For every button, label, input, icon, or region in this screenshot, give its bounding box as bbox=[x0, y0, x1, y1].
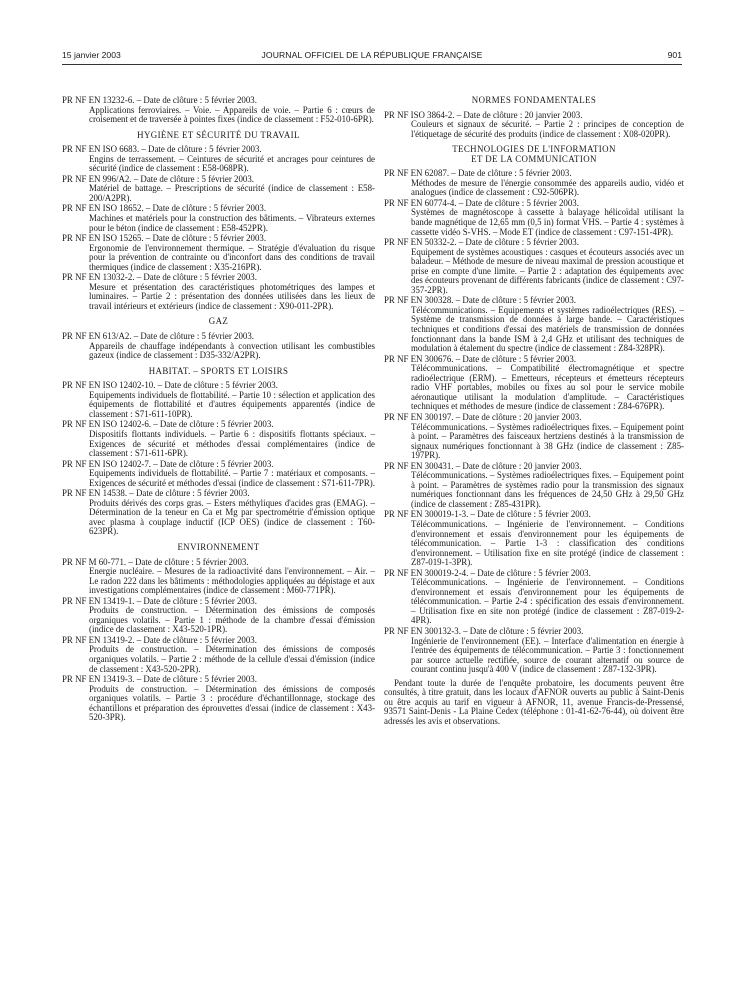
standard-reference: PR NF EN 300328. – Date de clôture : 5 février 2003. bbox=[384, 295, 577, 306]
standard-entry bbox=[62, 558, 375, 596]
standard-entry bbox=[384, 199, 684, 237]
standard-reference: PR NF EN 13232-6. – Date de clôture : 5 février 2003. bbox=[62, 95, 257, 105]
standard-entry bbox=[384, 627, 684, 675]
standard-reference: PR NF M 60-771. – Date de clôture : 5 février 2003. bbox=[62, 556, 249, 567]
left-column bbox=[62, 96, 375, 724]
standard-description: Produits de construction. – Détermination des émissions de composés organiques volatils. – Partie 1 : méthode de la chambre d'essai d'émission (indice de classement : X43-520-1PR). bbox=[89, 605, 375, 635]
standard-description: Dispositifs flottants individuels. – Partie 6 : dispositifs flottants spéciaux. – Exigences de sécurité et méthodes d'essai complémentaires (indice de classement : S71-611-6PR). bbox=[89, 428, 375, 459]
section-heading-technologies-de-l-information bbox=[384, 145, 684, 164]
standard-entry bbox=[384, 296, 684, 353]
section-heading-line: ET DE LA COMMUNICATION bbox=[471, 153, 597, 164]
standard-reference: PR NF EN 62087. – Date de clôture : 5 février 2003. bbox=[384, 168, 572, 179]
section-heading-normes-fondamentales bbox=[384, 96, 684, 106]
standard-entry bbox=[384, 355, 684, 412]
standard-description: Mesure et présentation des caractéristiques photométriques des lampes et luminaires. – Partie 2 : présentation des données utilisées dans les lieux de travail intérieurs et extérieurs (indice de classement : X90-011-2PR). bbox=[89, 281, 375, 311]
standard-description: Ingénierie de l'environnement (EE). – Interface d'alimentation en énergie à l'entrée des équipements de télécommunication. – Partie 3 : fonctionnement par source actuelle rectifiée, source de courant alternatif ou source de courant continu jusqu'à 400 V (indice de classement : Z87-132-3PR). bbox=[411, 635, 684, 675]
standard-entry bbox=[62, 234, 375, 272]
section-heading-line: HABITAT. – SPORTS ET LOISIRS bbox=[148, 365, 289, 376]
section-heading-habitat-sports-et-loisirs bbox=[62, 367, 375, 377]
standard-reference: PR NF EN ISO 12402-10. – Date de clôture : 5 février 2003. bbox=[62, 380, 278, 391]
standard-description: Télécommunications. – Systèmes radioélectriques fixes. – Equipement point à point. – Paramètres des faisceaux hertziens destinés à la transmission de signaux numériques fonctionnant à 38 GHz (indice de classement : Z85-197PR). bbox=[411, 421, 684, 461]
standard-reference: PR NF EN ISO 18652. – Date de clôture : 5 février 2003. bbox=[62, 203, 267, 214]
standard-description: Appareils de chauffage indépendants à convection utilisant les combustibles gazeux (indice de classement : D35-332/A2PR). bbox=[89, 340, 375, 361]
standard-reference: PR NF EN ISO 12402-6. – Date de clôture : 5 février 2003. bbox=[62, 419, 274, 430]
standard-reference: PR NF EN 996/A2. – Date de clôture : 5 février 2003. bbox=[62, 173, 255, 184]
section-heading-line: GAZ bbox=[208, 316, 229, 327]
standard-entry bbox=[384, 111, 684, 140]
standard-reference: PR NF EN 300197. – Date de clôture : 20 janvier 2003. bbox=[384, 411, 582, 422]
standard-reference: PR NF ISO 3864-2. – Date de clôture : 20 janvier 2003. bbox=[384, 109, 583, 120]
standard-description: Engins de terrassement. – Ceintures de sécurité et ancrages pour ceintures de sécurité (indice de classement : E58-068PR). bbox=[89, 153, 375, 174]
standard-entry bbox=[384, 413, 684, 461]
standard-entry bbox=[384, 169, 684, 198]
standard-reference: PR NF EN ISO 15265. – Date de clôture : 5 février 2003. bbox=[62, 233, 267, 244]
standard-reference: PR NF EN ISO 6683. – Date de clôture : 5 février 2003. bbox=[62, 144, 262, 155]
standard-reference: PR NF EN 613/A2. – Date de clôture : 5 février 2003. bbox=[62, 331, 255, 342]
section-heading-gaz bbox=[62, 317, 375, 327]
standard-entry bbox=[384, 569, 684, 626]
standard-reference: PR NF EN 14538. – Date de clôture : 5 février 2003. bbox=[62, 488, 250, 499]
standard-description: Applications ferroviaires. – Voie. – Appareils de voie. – Partie 6 : cœurs de croisement et de traversée à pointes fixes (indice de classement : F52-010-6PR). bbox=[89, 104, 375, 125]
standard-reference: PR NF EN 13032-2. – Date de clôture : 5 février 2003. bbox=[62, 272, 257, 283]
header-date: 15 janvier 2003 bbox=[62, 50, 121, 60]
standard-description: Energie nucléaire. – Mesures de la radioactivité dans l'environnement. – Air. – Le radon 222 dans les bâtiments : méthodologies appliquées au dépistage et aux investigations complémentaires (indice de classement : M60-771PR). bbox=[89, 566, 375, 596]
closing-paragraph: Pendant toute la durée de l'enquête probatoire, les documents peuvent être consultés, à titre gratuit, dans les locaux d'AFNOR ouverts au public à Saint-Denis ou être acquis au tarif en vigueur à AFNOR, 11, avenue Francis-de-Pressensé, 93571 Saint-Denis - La Plaine Cedex (téléphone : 01-41-62-76-44), où doivent être adressés les avis et observations. bbox=[384, 677, 684, 726]
section-heading-line: NORMES FONDAMENTALES bbox=[471, 95, 597, 105]
standard-description: Produits dérivés des corps gras. – Esters méthyliques d'acides gras (EMAG). – Détermination de la teneur en Ca et Mg par spectrométrie d'émission optique avec plasma à couplage inductif (ICP OES) (indice de classement : T60-623PR). bbox=[89, 497, 375, 537]
standard-entry bbox=[62, 175, 375, 204]
standard-description: Equipement de systèmes acoustiques : casques et écouteurs associés avec un baladeur. – Méthode de mesure de niveau maximal de pression acoustique et prise en compte d'une limite. – Partie 2 : adaptation des équipements avec des écouteurs provenant de différents fabricants (indice de classement : C97-357-2PR). bbox=[411, 246, 684, 295]
standard-entry bbox=[62, 597, 375, 635]
section-heading-environnement bbox=[62, 543, 375, 553]
standard-entry bbox=[62, 204, 375, 233]
standard-entry bbox=[384, 238, 684, 295]
standard-reference: PR NF EN 60774-4. – Date de clôture : 5 février 2003. bbox=[384, 197, 579, 208]
standard-entry bbox=[62, 636, 375, 674]
standard-entry bbox=[62, 675, 375, 723]
standard-description: Télécommunications. – Systèmes radioélectriques fixes. – Equipement point à point. – Paramètres de systèmes radio pour la transmission des signaux numériques fonctionnant dans les fréquences de 24,50 GHz à 29,50 GHz (indice de classement : Z85-431PR). bbox=[411, 470, 684, 509]
standard-description: Equipements individuels de flottabilité. – Partie 7 : matériaux et composants. – Exigences de sécurité et méthodes d'essai (indice de classement : S71-611-7PR). bbox=[89, 468, 375, 488]
standard-reference: PR NF EN 300019-2-4. – Date de clôture : 5 février 2003. bbox=[384, 567, 591, 578]
standard-reference: PR NF EN 13419-2. – Date de clôture : 5 février 2003. bbox=[62, 634, 257, 645]
standard-entry bbox=[62, 273, 375, 311]
standard-entry bbox=[62, 460, 375, 489]
standard-description: Equipements individuels de flottabilité. – Partie 10 : sélection et application des équipements de flottabilité et d'autres équipements apparentés (indice de classement : S71-611-10PR). bbox=[89, 389, 375, 419]
standard-description: Produits de construction. – Détermination des émissions de composés organiques volatils. – Partie 2 : méthode de la cellule d'essai d'émission (indice de classement : X43-520-2PR). bbox=[89, 644, 375, 674]
standard-description: Couleurs et signaux de sécurité. – Partie 2 : principes de conception de l'étiquetage de sécurité des produits (indice de classement : X08-020PR). bbox=[411, 119, 684, 139]
standard-entry bbox=[384, 462, 684, 510]
standard-reference: PR NF EN 50332-2. – Date de clôture : 5 février 2003. bbox=[384, 237, 579, 248]
standard-reference: PR NF EN 13419-1. – Date de clôture : 5 février 2003. bbox=[62, 595, 257, 606]
standard-reference: PR NF EN 300676. – Date de clôture : 5 février 2003. bbox=[384, 353, 577, 364]
standard-reference: PR NF EN 13419-3. – Date de clôture : 5 février 2003. bbox=[62, 674, 257, 685]
standard-description: Télécommunications. – Ingénierie de l'environnement. – Conditions d'environnement et essais d'environnement pour les équipements de télécommunication. – Partie 2-4 : spécification des essais d'environnement. – Utilisation fixe en site non protégé (indice de classement : Z87-019-2-4PR). bbox=[411, 577, 684, 626]
section-heading-line: HYGIÈNE ET SÉCURITÉ DU TRAVAIL bbox=[137, 129, 300, 140]
section-heading-hygiene-et-securite-du-travail bbox=[62, 131, 375, 141]
standard-description: Systèmes de magnétoscope à cassette à balayage hélicoïdal utilisant la bande magnétique de 12,65 mm (0,5 in) format VHS. – Partie 4 : systèmes à cassette vidéo S-VHS. – Mode ET (indice de classement : C97-151-4PR). bbox=[411, 207, 684, 237]
standard-entry bbox=[62, 96, 375, 125]
standard-description: Produits de construction. – Détermination des émissions de composés organiques volatils. – Partie 3 : procédure d'échantillonnage, stockage des échantillons et préparation des éprouvettes d'essai (indice de classement : X43-520-3PR). bbox=[89, 683, 375, 723]
standard-description: Machines et matériels pour la construction des bâtiments. – Vibrateurs externes pour le béton (indice de classement : E58-452PR). bbox=[89, 213, 375, 233]
standard-description: Matériel de battage. – Prescriptions de sécurité (indice de classement : E58-200/A2PR). bbox=[89, 183, 375, 203]
standard-entry bbox=[62, 420, 375, 458]
standard-reference: PR NF EN ISO 12402-7. – Date de clôture : 5 février 2003. bbox=[62, 458, 274, 469]
standard-entry bbox=[62, 489, 375, 537]
standard-reference: PR NF EN 300431. – Date de clôture : 20 janvier 2003. bbox=[384, 460, 582, 471]
section-heading-line: TECHNOLOGIES DE L'INFORMATION bbox=[452, 144, 616, 155]
standard-entry bbox=[62, 332, 375, 361]
standard-description: Télécommunications. – Ingénierie de l'environnement. – Conditions d'environnement et essais d'environnement pour les équipements de télécommunication. – Partie 1-3 : classification des conditions d'environnement. – Utilisation fixe en site protégé (indice de classement : Z87-019-1-3PR). bbox=[411, 518, 684, 568]
standard-entry bbox=[384, 510, 684, 567]
standard-description: Ergonomie de l'environnement thermique. – Stratégie d'évaluation du risque pour la prévention de contrainte ou d'inconfort dans des conditions de travail thermiques (indice de classement : X35-216PR). bbox=[89, 242, 375, 272]
journal-title: JOURNAL OFFICIEL DE LA RÉPUBLIQUE FRANÇAISE bbox=[261, 50, 483, 60]
header-rule bbox=[62, 64, 682, 65]
standard-reference: PR NF EN 300019-1-3. – Date de clôture : 5 février 2003. bbox=[384, 509, 591, 520]
section-heading-line: ENVIRONNEMENT bbox=[177, 541, 260, 552]
standard-description: Télécommunications. – Equipements et systèmes radioélectriques (RES). – Système de transmission de données à large bande. – Caractéristiques techniques et conditions d'essai des matériels de transmission de données fonctionnant dans la bande ISM à 2,4 GHz et utilisant des techniques de modulation à étalement du spectre (indice de classement : Z84-328PR). bbox=[411, 304, 684, 354]
page-number: 901 bbox=[667, 50, 682, 60]
standard-entry bbox=[62, 381, 375, 419]
standard-entry bbox=[62, 145, 375, 174]
page-header bbox=[62, 50, 682, 64]
standard-reference: PR NF EN 300132-3. – Date de clôture : 5 février 2003. bbox=[384, 625, 584, 636]
right-column bbox=[384, 96, 684, 726]
standard-description: Méthodes de mesure de l'énergie consommée des appareils audio, vidéo et analogues (indice de classement : C92-506PR). bbox=[411, 177, 684, 198]
standard-description: Télécommunications. – Compatibilité électromagnétique et spectre radioélectrique (ERM). – Emetteurs, récepteurs et émetteurs récepteurs radio VHF portables, mobiles ou fixes au sol pour le service mobile aéronautique utilisant la modulation d'amplitude. – Caractéristiques techniques et méthodes de mesure (indice de classement : Z84-676PR). bbox=[411, 363, 684, 412]
